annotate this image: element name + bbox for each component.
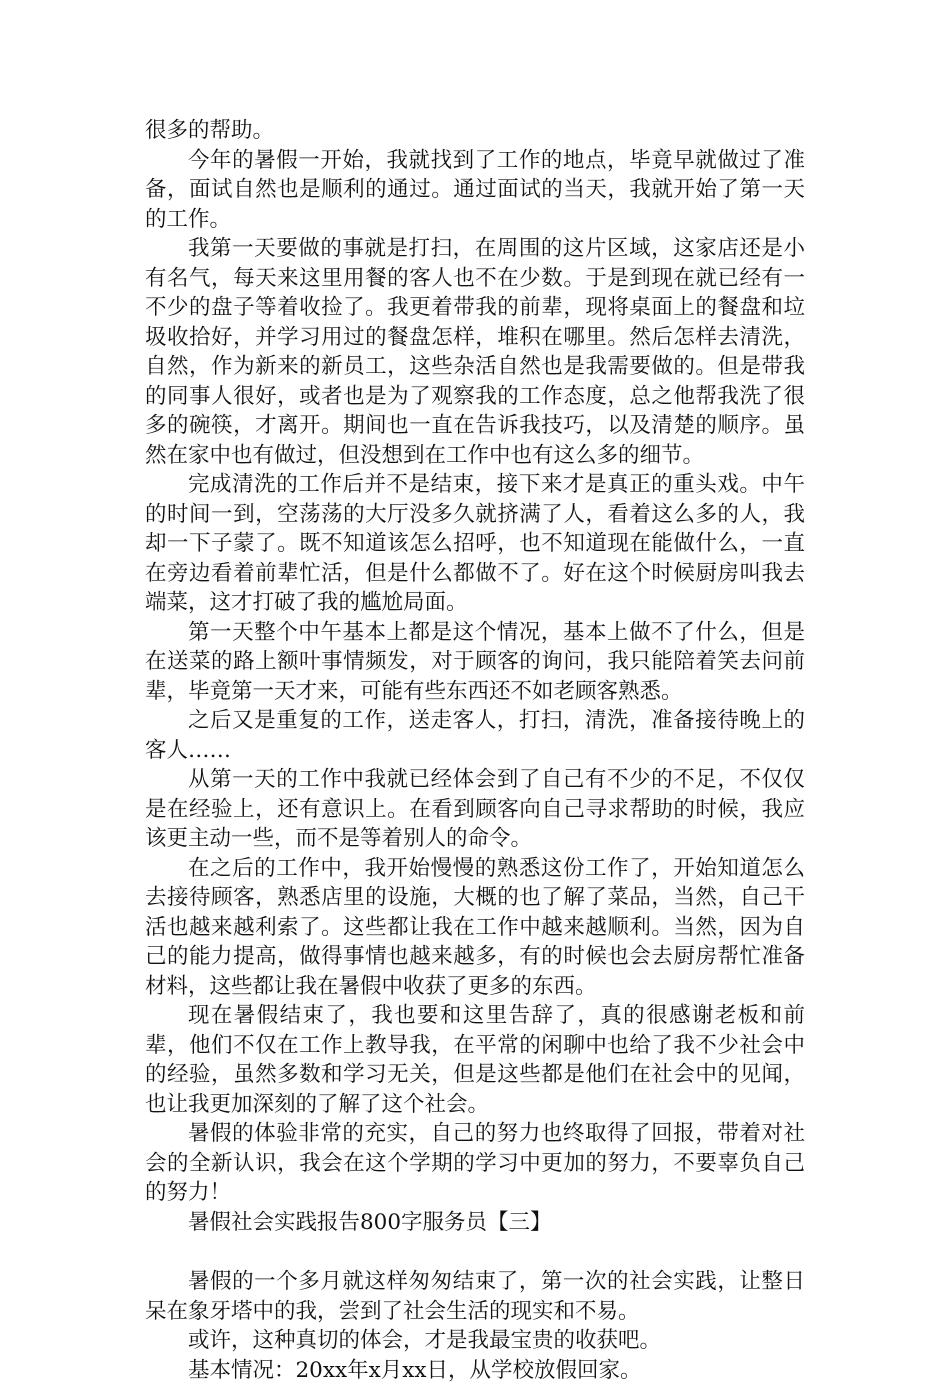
document-page bbox=[145, 116, 805, 1385]
paragraph: 之后又是重复的工作，送走客人，打扫，清洗，准备接待晚上的客人…… bbox=[145, 706, 805, 765]
paragraph: 今年的暑假一开始，我就找到了工作的地点，毕竟早就做过了准备，面试自然也是顺利的通过。通过面试的当天，我就开始了第一天的工作。 bbox=[145, 146, 805, 235]
paragraph: 现在暑假结束了，我也要和这里告辞了，真的很感谢老板和前辈，他们不仅在工作上教导我，在平常的闲聊中也给了我不少社会中的经验，虽然多数和学习无关，但是这些都是他们在社会中的见闻，也让我更加深刻的了解了这个社会。 bbox=[145, 1001, 805, 1119]
paragraph: 完成清洗的工作后并不是结束，接下来才是真正的重头戏。中午的时间一到，空荡荡的大厅没多久就挤满了人，看着这么多的人，我却一下子蒙了。既不知道该怎么招呼，也不知道现在能做什么，一直在旁边看着前辈忙活，但是什么都做不了。好在这个时候厨房叫我去端菜，这才打破了我的尴尬局面。 bbox=[145, 470, 805, 618]
paragraph: 基本情况：20xx年x月xx日，从学校放假回家。 bbox=[145, 1356, 805, 1385]
paragraph: 暑假的体验非常的充实，自己的努力也终取得了回报，带着对社会的全新认识，我会在这个学期的学习中更加的努力，不要辜负自己的努力！ bbox=[145, 1119, 805, 1208]
paragraph: 或许，这种真切的体会，才是我最宝贵的收获吧。 bbox=[145, 1326, 805, 1356]
paragraph: 在之后的工作中，我开始慢慢的熟悉这份工作了，开始知道怎么去接待顾客，熟悉店里的设施，大概的也了解了菜品，当然，自己干活也越来越利索了。这些都让我在工作中越来越顺利。当然，因为自己的能力提高，做得事情也越来越多，有的时候也会去厨房帮忙准备材料，这些都让我在暑假中收获了更多的东西。 bbox=[145, 854, 805, 1002]
paragraph: 第一天整个中午基本上都是这个情况，基本上做不了什么，但是在送菜的路上额叶事情频发，对于顾客的询问，我只能陪着笑去问前辈，毕竟第一天才来，可能有些东西还不如老顾客熟悉。 bbox=[145, 618, 805, 707]
paragraph: 从第一天的工作中我就已经体会到了自己有不少的不足，不仅仅是在经验上，还有意识上。在看到顾客向自己寻求帮助的时候，我应该更主动一些，而不是等着别人的命令。 bbox=[145, 765, 805, 854]
paragraph-continuation: 很多的帮助。 bbox=[145, 116, 805, 146]
paragraph: 暑假的一个多月就这样匆匆结束了，第一次的社会实践，让整日呆在象牙塔中的我，尝到了社会生活的现实和不易。 bbox=[145, 1267, 805, 1326]
section-heading: 暑假社会实践报告800字服务员【三】 bbox=[145, 1208, 805, 1238]
paragraph: 我第一天要做的事就是打扫，在周围的这片区域，这家店还是小有名气，每天来这里用餐的客人也不在少数。于是到现在就已经有一不少的盘子等着收捡了。我更着带我的前辈，现将桌面上的餐盘和垃圾收拾好，并学习用过的餐盘怎样，堆积在哪里。然后怎样去清洗，自然，作为新来的新员工，这些杂活自然也是我需要做的。但是带我的同事人很好，或者也是为了观察我的工作态度，总之他帮我洗了很多的碗筷，才离开。期间也一直在告诉我技巧，以及清楚的顺序。虽然在家中也有做过，但没想到在工作中也有这么多的细节。 bbox=[145, 234, 805, 470]
